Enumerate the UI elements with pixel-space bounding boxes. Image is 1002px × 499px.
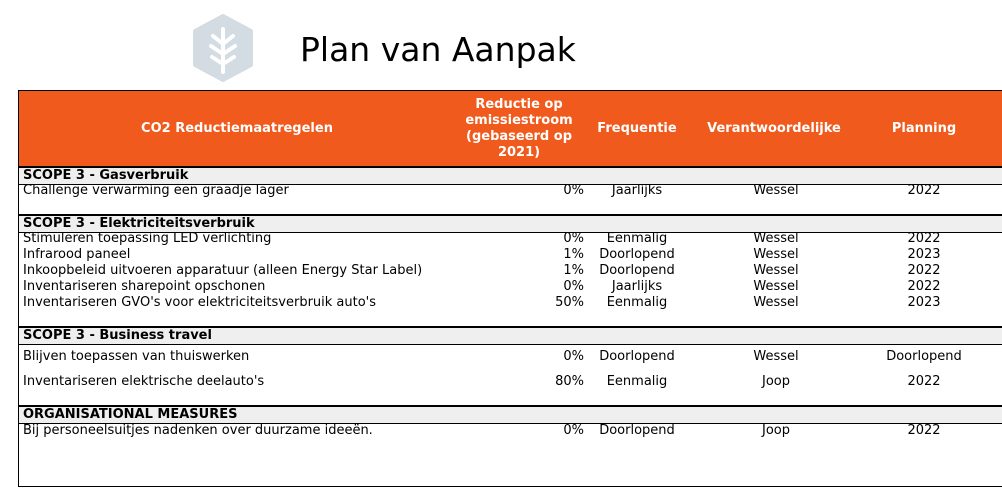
frequency-cell: Doorlopend — [599, 349, 675, 364]
measure-cell: Bij personeelsuitjes nadenken over duurzame ideeën. — [23, 423, 373, 438]
section-title: SCOPE 3 - Gasverbruik — [23, 168, 189, 183]
frequency-cell: Eenmalig — [606, 295, 668, 310]
planning-cell: 2023 — [907, 295, 941, 310]
header-reduction-line: Reductie op — [475, 97, 563, 112]
reduction-cell: 80% — [555, 374, 584, 389]
frequency-cell: Doorlopend — [599, 247, 675, 262]
header-reduction-line: (gebaseerd op — [466, 129, 572, 144]
responsible-cell: Wessel — [753, 263, 799, 278]
measure-cell: Inventariseren GVO's voor elektriciteitsverbruik auto's — [23, 295, 377, 310]
header-responsible: Verantwoordelijke — [707, 121, 841, 136]
table-row — [19, 263, 1002, 279]
reduction-cell: 0% — [563, 231, 584, 246]
section-title: SCOPE 3 - Elektriciteitsverbruik — [23, 216, 255, 231]
planning-cell: 2022 — [907, 183, 941, 198]
responsible-cell: Wessel — [753, 295, 799, 310]
measure-cell: Blijven toepassen van thuiswerken — [23, 349, 250, 364]
reduction-cell: 1% — [563, 263, 584, 278]
responsible-cell: Wessel — [753, 231, 799, 246]
frequency-cell: Eenmalig — [606, 231, 668, 246]
measure-cell: Inventariseren elektrische deelauto's — [23, 374, 265, 389]
header-reduction-line: emissiestroom — [465, 113, 573, 128]
responsible-cell: Joop — [762, 374, 790, 389]
header-reduction-line: 2021) — [497, 145, 541, 160]
measure-cell: Inkoopbeleid uitvoeren apparatuur (alleen Energy Star Label) — [23, 263, 423, 278]
header-measure: CO2 Reductiemaatregelen — [141, 121, 333, 136]
measure-cell: Challenge verwarming een graadje lager — [23, 183, 289, 198]
planning-cell: 2023 — [907, 247, 941, 262]
measure-cell: Infrarood paneel — [23, 247, 131, 262]
header-frequency: Frequentie — [597, 121, 677, 136]
table-row — [19, 279, 1002, 295]
responsible-cell: Wessel — [753, 279, 799, 294]
frequency-cell: Eenmalig — [606, 374, 668, 389]
reduction-cell: 0% — [563, 183, 584, 198]
section-organisational-measures — [19, 405, 1002, 424]
table-row — [19, 295, 1002, 311]
responsible-cell: Wessel — [753, 247, 799, 262]
planning-cell: 2022 — [907, 231, 941, 246]
reduction-cell: 50% — [555, 295, 584, 310]
table-header — [19, 90, 1002, 167]
section-business-travel — [19, 326, 1002, 345]
frequency-cell: Jaarlijks — [611, 183, 663, 198]
frequency-cell: Jaarlijks — [611, 279, 663, 294]
table-row — [19, 374, 1002, 390]
section-title: SCOPE 3 - Business travel — [23, 328, 212, 343]
table-row — [19, 247, 1002, 263]
header-planning: Planning — [891, 121, 957, 136]
table-row — [19, 423, 1002, 439]
frequency-cell: Doorlopend — [599, 263, 675, 278]
reduction-measures-table — [18, 90, 1002, 487]
header-reduction — [455, 97, 583, 161]
table-row — [19, 183, 1002, 199]
frequency-cell: Doorlopend — [599, 423, 675, 438]
table-row — [19, 349, 1002, 365]
responsible-cell: Joop — [762, 423, 790, 438]
measure-cell: Inventariseren sharepoint opschonen — [23, 279, 266, 294]
planning-cell: 2022 — [907, 374, 941, 389]
reduction-cell: 0% — [563, 279, 584, 294]
reduction-cell: 0% — [563, 423, 584, 438]
section-title: ORGANISATIONAL MEASURES — [23, 407, 238, 422]
page-title: Plan van Aanpak — [300, 30, 576, 69]
planning-cell: Doorlopend — [886, 349, 962, 364]
measure-cell: Stimuleren toepassing LED verlichting — [23, 231, 272, 246]
responsible-cell: Wessel — [753, 349, 799, 364]
reduction-cell: 1% — [563, 247, 584, 262]
planning-cell: 2022 — [907, 423, 941, 438]
reduction-cell: 0% — [563, 349, 584, 364]
responsible-cell: Wessel — [753, 183, 799, 198]
table-row — [19, 231, 1002, 247]
planning-cell: 2022 — [907, 279, 941, 294]
planning-cell: 2022 — [907, 263, 941, 278]
leaf-hexagon-logo — [192, 14, 254, 82]
